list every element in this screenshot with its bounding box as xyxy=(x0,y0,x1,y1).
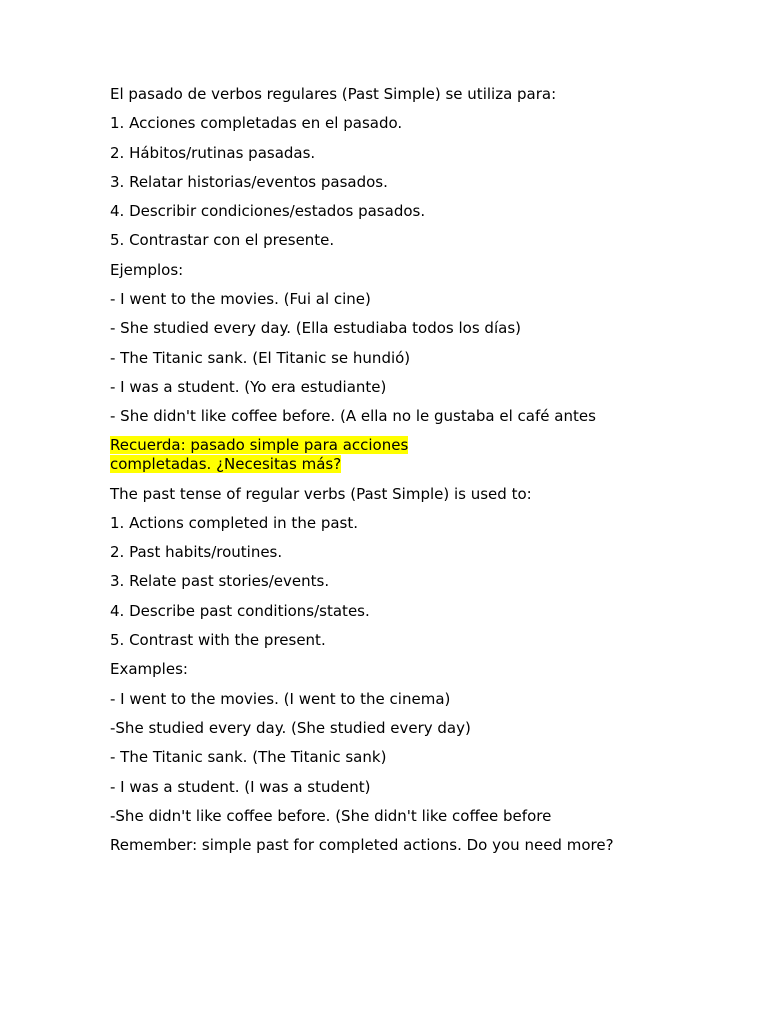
spanish-use-item: 2. Hábitos/rutinas pasadas. xyxy=(110,143,316,162)
english-example-item: -She didn't like coffee before. (She didn't like coffee before xyxy=(110,806,552,825)
english-example-item: -She studied every day. (She studied every day) xyxy=(110,718,471,737)
document-body xyxy=(110,84,670,864)
spanish-use-item: 3. Relatar historias/eventos pasados. xyxy=(110,172,388,191)
spanish-use-item: 5. Contrastar con el presente. xyxy=(110,231,335,250)
english-intro: The past tense of regular verbs (Past Simple) is used to: xyxy=(110,484,532,503)
spanish-example-item: - She didn't like coffee before. (A ella no le gustaba el café antes xyxy=(110,407,596,426)
english-reminder: Remember: simple past for completed actions. Do you need more? xyxy=(110,836,614,855)
highlighted-text: completadas. ¿Necesitas más? xyxy=(110,455,342,474)
spanish-intro: El pasado de verbos regulares (Past Simple) se utiliza para: xyxy=(110,85,557,103)
highlighted-text: Recuerda: pasado simple para acciones xyxy=(110,435,409,454)
english-example-item: - I went to the movies. (I went to the cinema) xyxy=(110,689,451,708)
english-use-item: 1. Actions completed in the past. xyxy=(110,513,358,532)
english-example-item: - I was a student. (I was a student) xyxy=(110,777,371,796)
english-use-item: 4. Describe past conditions/states. xyxy=(110,601,370,620)
spanish-example-item: - The Titanic sank. (El Titanic se hundió) xyxy=(110,348,411,367)
spanish-reminder-highlighted xyxy=(110,436,670,475)
spanish-example-item: - She studied every day. (Ella estudiaba todos los días) xyxy=(110,319,521,338)
spanish-example-item: - I was a student. (Yo era estudiante) xyxy=(110,377,387,396)
spanish-example-item: - I went to the movies. (Fui al cine) xyxy=(110,290,371,309)
english-use-item: 5. Contrast with the present. xyxy=(110,631,326,650)
spanish-use-item: 4. Describir condiciones/estados pasados. xyxy=(110,202,426,221)
spanish-use-item: 1. Acciones completadas en el pasado. xyxy=(110,114,403,133)
english-example-item: - The Titanic sank. (The Titanic sank) xyxy=(110,748,387,767)
spanish-examples-heading: Ejemplos: xyxy=(110,260,184,279)
english-use-item: 3. Relate past stories/events. xyxy=(110,572,330,591)
english-use-item: 2. Past habits/routines. xyxy=(110,543,283,562)
english-examples-heading: Examples: xyxy=(110,660,188,679)
